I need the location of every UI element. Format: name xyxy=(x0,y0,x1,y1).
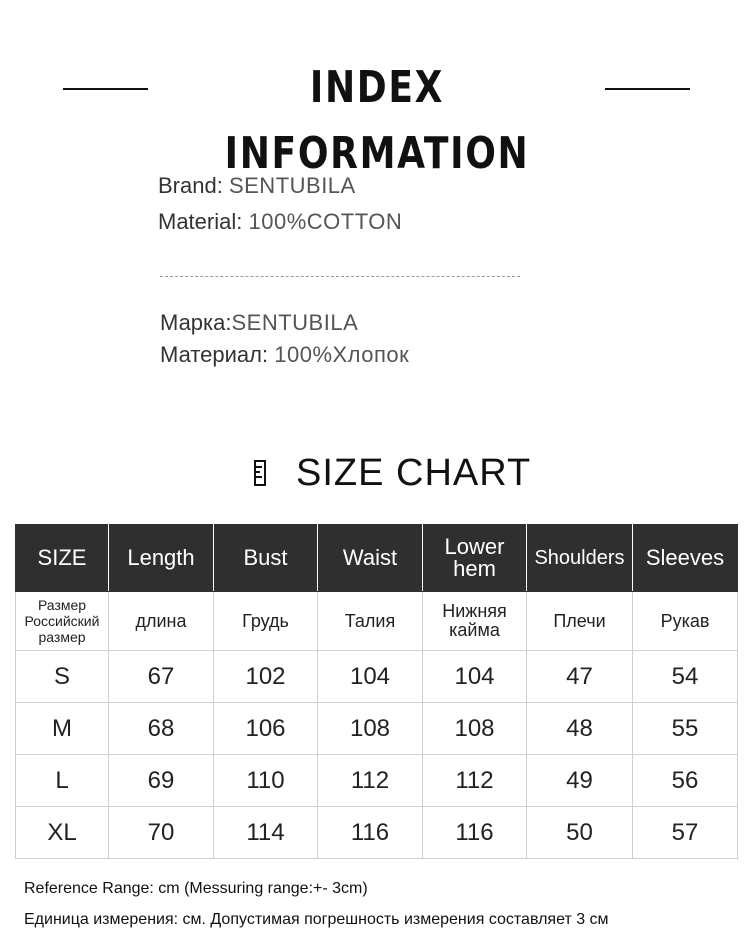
cell-waist: 112 xyxy=(318,755,423,807)
cell-length: 70 xyxy=(109,807,214,859)
cell-size: S xyxy=(16,651,109,703)
table-row xyxy=(16,651,738,703)
cell-bust: 110 xyxy=(214,755,318,807)
title-divider-right xyxy=(605,88,690,90)
header-bust: Bust xyxy=(214,525,318,592)
brand-label: Brand: xyxy=(158,173,223,198)
header-row xyxy=(16,525,738,592)
cell-sleeves: 57 xyxy=(633,807,738,859)
cell-shoulders: 47 xyxy=(527,651,633,703)
brand-value: SENTUBILA xyxy=(228,173,356,198)
material-line-ru xyxy=(160,338,409,370)
ru-header-shoulders: Плечи xyxy=(527,592,633,651)
cell-sleeves: 56 xyxy=(633,755,738,807)
title-divider-left xyxy=(63,88,148,90)
size-chart-table xyxy=(15,524,738,859)
reference-range-note-ru: Единица измерения: см. Допустимая погрешность измерения составляет 3 см xyxy=(24,911,609,928)
brand-label-ru: Марка: xyxy=(160,310,232,335)
brand-line-ru xyxy=(160,306,409,338)
material-value-ru: 100%Хлопок xyxy=(274,342,410,367)
cell-bust: 102 xyxy=(214,651,318,703)
page-title: INDEX INFORMATION xyxy=(224,62,530,179)
cell-length: 69 xyxy=(109,755,214,807)
ru-header-sleeves: Рукав xyxy=(633,592,738,651)
cell-length: 67 xyxy=(109,651,214,703)
header-length: Length xyxy=(109,525,214,592)
header-size: SIZE xyxy=(16,525,109,592)
cell-shoulders: 50 xyxy=(527,807,633,859)
cell-bust: 106 xyxy=(214,703,318,755)
ruler-icon xyxy=(254,460,266,486)
size-chart-title: SIZE CHART xyxy=(296,452,532,494)
ru-header-lower-hem: Нижняя кайма xyxy=(423,592,527,651)
cell-waist: 116 xyxy=(318,807,423,859)
table-row xyxy=(16,755,738,807)
ru-header-size: Размер Российский размер xyxy=(16,592,109,651)
cell-waist: 104 xyxy=(318,651,423,703)
cell-size: M xyxy=(16,703,109,755)
russian-header-row xyxy=(16,592,738,651)
header-sleeves: Sleeves xyxy=(633,525,738,592)
brand-line xyxy=(158,168,402,204)
dotted-divider xyxy=(160,276,520,277)
ru-header-bust: Грудь xyxy=(214,592,318,651)
product-info-russian xyxy=(160,306,409,370)
header-lower-hem: Lower hem xyxy=(423,525,527,592)
size-chart-header xyxy=(0,448,750,498)
brand-value-ru: SENTUBILA xyxy=(231,310,359,335)
ru-header-length: длина xyxy=(109,592,214,651)
cell-size: L xyxy=(16,755,109,807)
header-waist: Waist xyxy=(318,525,423,592)
reference-range-note: Reference Range: cm (Messuring range:+- 3cm) xyxy=(24,880,368,897)
material-label-ru: Материал: xyxy=(160,342,269,367)
cell-lower-hem: 116 xyxy=(423,807,527,859)
cell-bust: 114 xyxy=(214,807,318,859)
product-info-english xyxy=(158,168,402,240)
cell-shoulders: 48 xyxy=(527,703,633,755)
material-label: Material: xyxy=(158,209,243,234)
cell-length: 68 xyxy=(109,703,214,755)
cell-sleeves: 54 xyxy=(633,651,738,703)
cell-lower-hem: 104 xyxy=(423,651,527,703)
material-value: 100%COTTON xyxy=(248,209,403,234)
table-row xyxy=(16,703,738,755)
index-information-header xyxy=(0,55,750,179)
cell-lower-hem: 108 xyxy=(423,703,527,755)
cell-size: XL xyxy=(16,807,109,859)
table-row xyxy=(16,807,738,859)
cell-shoulders: 49 xyxy=(527,755,633,807)
cell-sleeves: 55 xyxy=(633,703,738,755)
material-line xyxy=(158,204,402,240)
ru-header-waist: Талия xyxy=(318,592,423,651)
header-shoulders: Shoulders xyxy=(527,525,633,592)
cell-waist: 108 xyxy=(318,703,423,755)
cell-lower-hem: 112 xyxy=(423,755,527,807)
